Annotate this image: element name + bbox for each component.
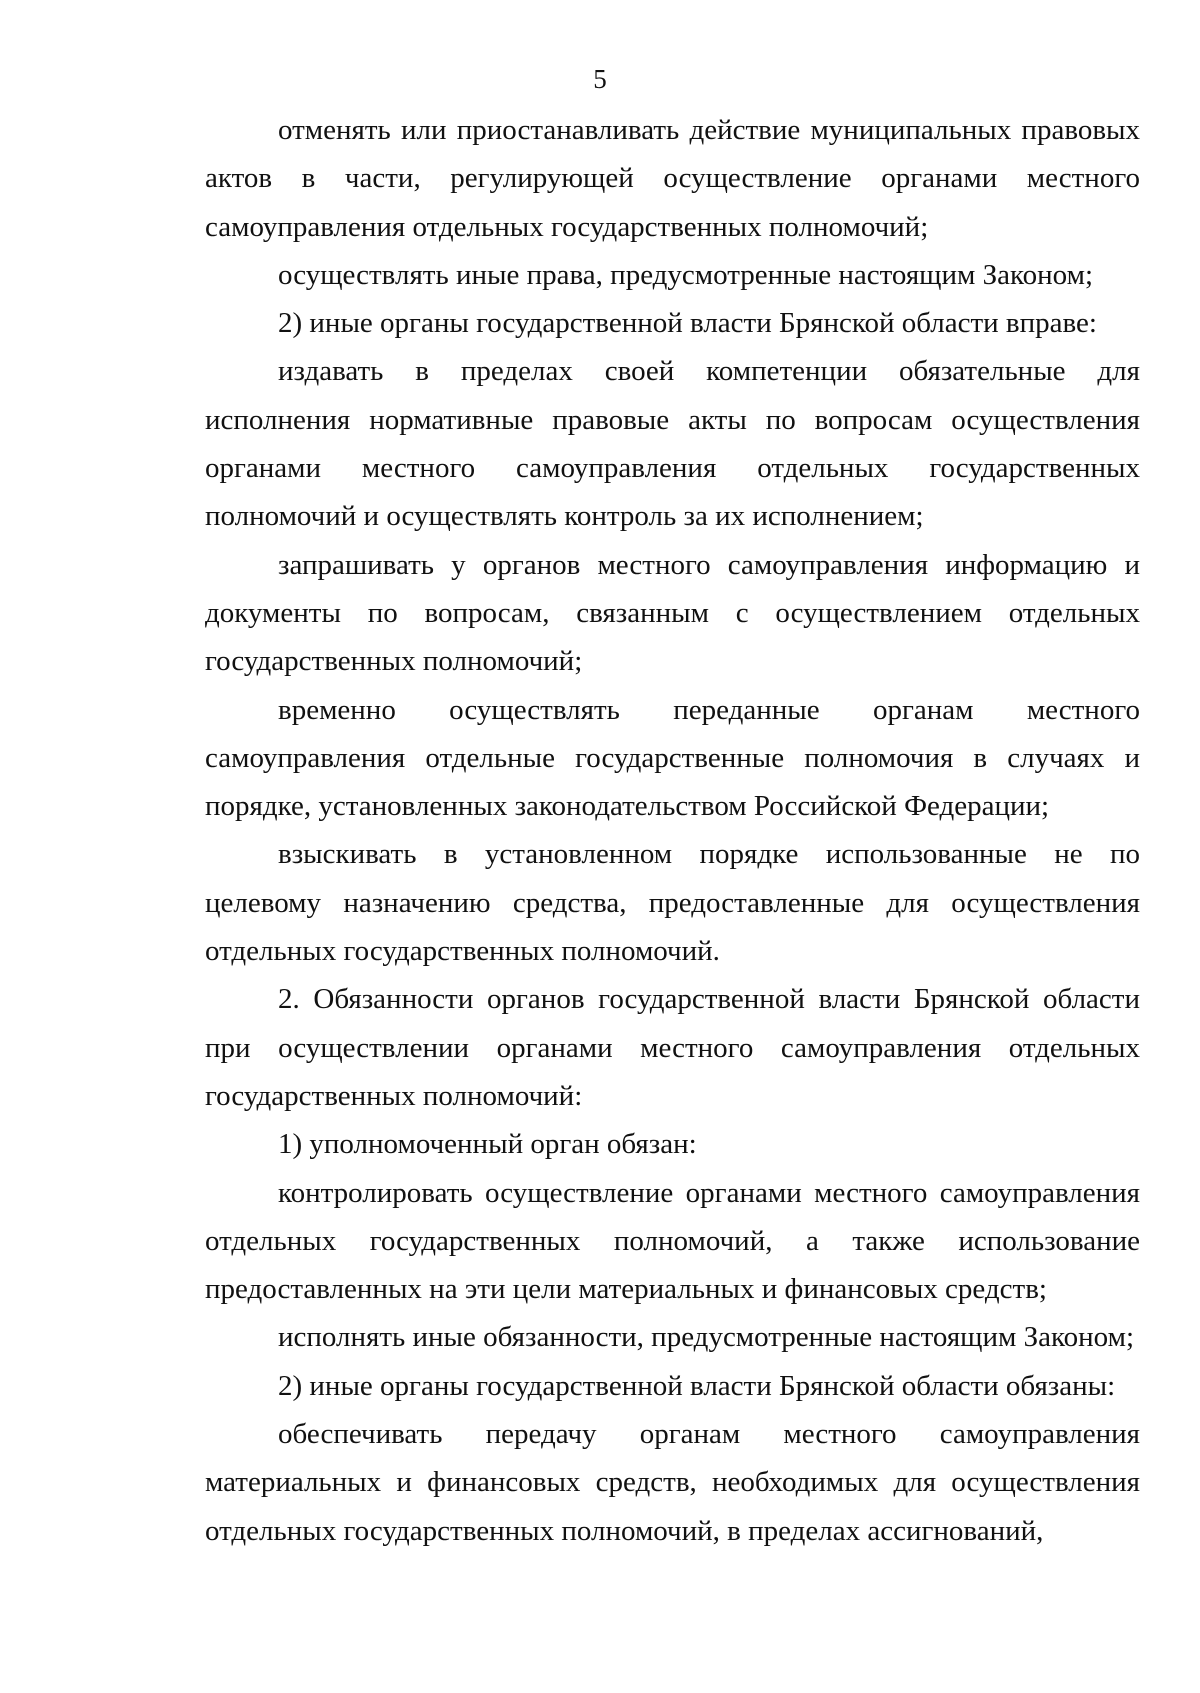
paragraph: запрашивать у органов местного самоуправления информацию и документы по вопросам, связанным с осуществлением отдельных государственных полномочий; — [205, 548, 1140, 678]
paragraph: обеспечивать передачу органам местного самоуправления материальных и финансовых средств, необходимых для осуществления отдельных государственных полномочий, в пределах ассигнований, — [205, 1418, 1140, 1547]
paragraph: 1) уполномоченный орган обязан: — [278, 1128, 697, 1161]
paragraph: временно осуществлять переданные органам местного самоуправления отдельные государственные полномочия в случаях и порядке, установленных законодательством Российской Федерации; — [205, 693, 1140, 823]
paragraph: издавать в пределах своей компетенции обязательные для исполнения нормативные правовые акты по вопросам осуществления органами местного самоуправления отдельных государственных полномочий и осуществлять контроль за их исполнением; — [205, 355, 1140, 533]
paragraph: 2. Обязанности органов государственной власти Брянской области при осуществлении органами местного самоуправления отдельных государственных полномочий: — [205, 983, 1140, 1112]
paragraph: 2) иные органы государственной власти Брянской области обязаны: — [278, 1369, 1116, 1402]
page-number: 5 — [593, 64, 607, 94]
paragraph: исполнять иные обязанности, предусмотренные настоящим Законом; — [278, 1321, 1135, 1354]
document-body — [205, 106, 1140, 1555]
paragraph: взыскивать в установленном порядке использованные не по целевому назначению средства, предоставленные для осуществления отдельных государственных полномочий. — [205, 838, 1140, 968]
paragraph: осуществлять иные права, предусмотренные настоящим Законом; — [278, 258, 1094, 291]
paragraph: 2) иные органы государственной власти Брянской области вправе: — [278, 307, 1097, 340]
paragraph: контролировать осуществление органами местного самоуправления отдельных государственных полномочий, а также использование предоставленных на эти цели материальных и финансовых средств; — [205, 1176, 1140, 1306]
paragraph: отменять или приостанавливать действие муниципальных правовых актов в части, регулирующей осуществление органами местного самоуправления отдельных государственных полномочий; — [205, 114, 1140, 243]
